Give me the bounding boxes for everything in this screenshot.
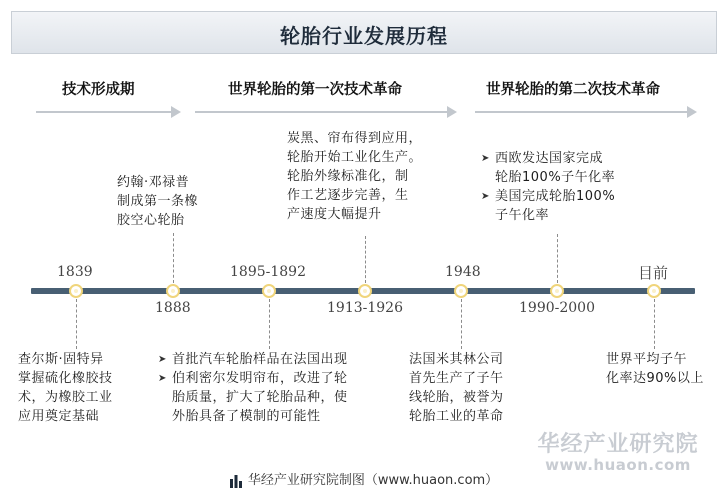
timeline-node-now [647,284,661,298]
phase-label-formation: 技术形成期 [62,82,135,98]
list-item: ➤ 西欧发达国家完成 轮胎100%子午化率 [481,149,615,187]
year-label-1895-1892: 1895-1892 [230,264,306,280]
year-label-1913-1926: 1913-1926 [327,300,403,316]
footer-source: 华经产业研究院制图（www.huaon.com） [247,473,499,488]
phase-label-second-revolution: 世界轮胎的第二次技术革命 [486,82,660,98]
phase-arrow-head-icon [447,106,457,118]
year-label-1839: 1839 [57,264,93,280]
timeline-node-1913-1926 [358,284,372,298]
phase-label-first-revolution: 世界轮胎的第一次技术革命 [228,82,402,98]
timeline-node-1888 [166,284,180,298]
connector-1839 [76,299,77,349]
milestone-desc-1990-2000 [481,149,615,225]
milestone-desc-now: 世界平均子午 化率达90%以上 [606,352,704,386]
footer [0,469,728,488]
year-label-1948: 1948 [445,264,481,280]
milestone-desc-1888: 约翰·邓禄普 制成第一条橡 胶空心轮胎 [117,175,199,228]
phase-arrow-line [195,111,448,113]
connector-1888 [173,233,174,283]
watermark-cn: 华经产业研究院 [537,432,699,457]
timeline-node-1990-2000 [550,284,564,298]
year-label-now: 目前 [638,264,669,282]
year-label-1990-2000: 1990-2000 [519,300,595,316]
connector-1913-1926 [365,236,366,283]
title-bar [11,11,717,54]
connector-1948 [461,299,462,349]
watermark-en: www.huaon.com [545,456,691,474]
connector-now [654,299,655,349]
connector-1990-2000 [557,234,558,283]
milestone-desc-1839: 查尔斯·固特异 掌握硫化橡胶技 术，为橡胶工业 应用奠定基础 [18,352,113,424]
list-item: ➤ 首批汽车轮胎样品在法国出现 [158,350,348,369]
connector-1895-1892 [269,299,270,349]
watermark [523,427,713,474]
timeline-node-1895-1892 [262,284,276,298]
phase-arrow-line [36,111,172,113]
list-item: ➤ 美国完成轮胎100% 子午化率 [481,187,615,225]
phase-arrow-line [475,111,688,113]
phase-arrow-head-icon [171,106,181,118]
phase-arrow-head-icon [687,106,697,118]
milestone-desc-1895-1892 [158,350,348,426]
timeline-node-1948 [454,284,468,298]
chart-source-icon [230,474,242,488]
list-item: ➤ 伯利密尔发明帘布，改进了轮 胎质量，扩大了轮胎品种，使 外胎具备了模制的可能性 [158,369,348,426]
year-label-1888: 1888 [155,300,191,316]
page-title: 轮胎行业发展历程 [280,24,448,48]
milestone-desc-1948: 法国米其林公司 首先生产了子午 线轮胎，被誉为 轮胎工业的革命 [409,352,504,424]
timeline-node-1839 [69,284,83,298]
milestone-desc-1913-1926: 炭黑、帘布得到应用， 轮胎开始工业化生产。 轮胎外缘标准化，制 作工艺逐步完善，生 产速度大幅提升 [287,131,423,222]
